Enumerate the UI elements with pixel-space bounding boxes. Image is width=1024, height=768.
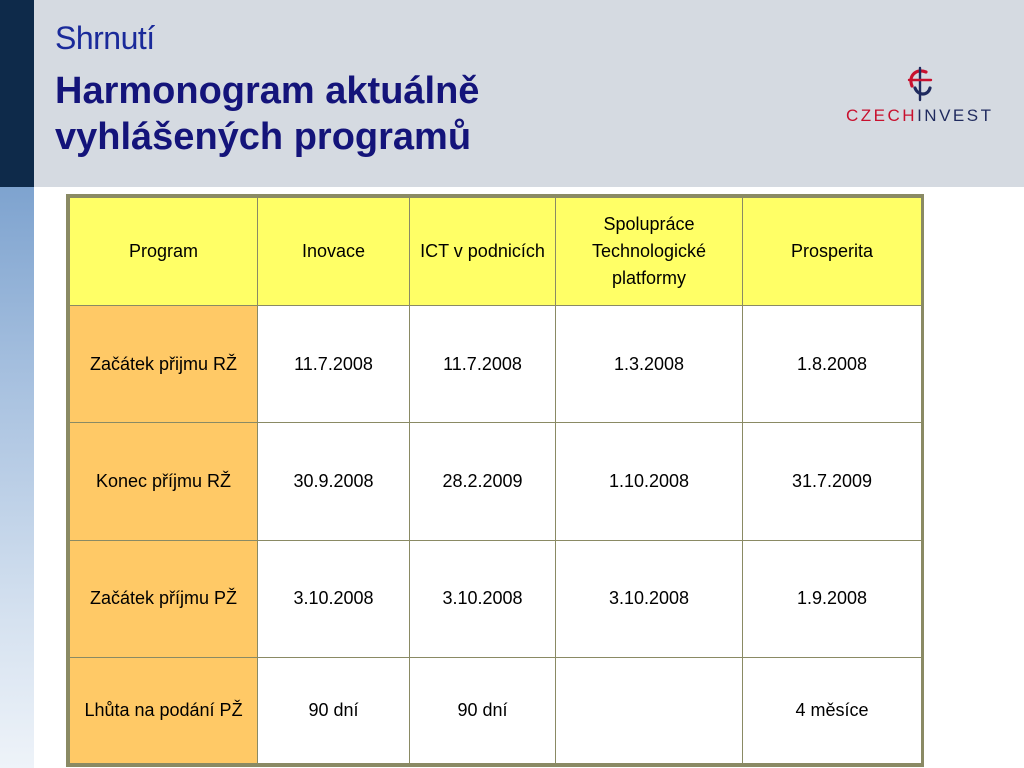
table-row: [70, 540, 922, 657]
czechinvest-logo-mark-icon: [906, 66, 934, 102]
column-header-program: Program: [70, 198, 258, 306]
table-row: [70, 306, 922, 423]
harmonogram-table-frame: [66, 194, 924, 767]
table-cell: 4 měsíce: [743, 657, 922, 763]
column-header-ict: ICT v podnicích: [410, 198, 556, 306]
logo-text-czech: CZECH: [846, 106, 918, 125]
slide-subtitle: Shrnutí: [55, 20, 155, 56]
table-cell: 90 dní: [258, 657, 410, 763]
table-row: [70, 657, 922, 763]
left-accent-bar-light: [0, 187, 34, 768]
czechinvest-logo: [846, 66, 1006, 126]
table-row: [70, 423, 922, 540]
table-cell: 3.10.2008: [410, 540, 556, 657]
table-cell: 1.3.2008: [556, 306, 743, 423]
table-cell: [556, 657, 743, 763]
table-cell: 28.2.2009: [410, 423, 556, 540]
table-cell: 90 dní: [410, 657, 556, 763]
column-header-spoluprace: Spolupráce Technologické platformy: [556, 198, 743, 306]
table-header-row: [70, 198, 922, 306]
table-cell: 11.7.2008: [258, 306, 410, 423]
logo-text-invest: INVEST: [917, 106, 994, 125]
row-label: Začátek přijmu RŽ: [70, 306, 258, 423]
table-cell: 31.7.2009: [743, 423, 922, 540]
logo-wordmark: [846, 106, 993, 126]
column-header-inovace: Inovace: [258, 198, 410, 306]
table-cell: 30.9.2008: [258, 423, 410, 540]
row-label: Lhůta na podání PŽ: [70, 657, 258, 763]
table-cell: 3.10.2008: [258, 540, 410, 657]
harmonogram-table: [69, 197, 922, 764]
column-header-prosperita: Prosperita: [743, 198, 922, 306]
table-cell: 1.9.2008: [743, 540, 922, 657]
row-label: Začátek příjmu PŽ: [70, 540, 258, 657]
table-cell: 11.7.2008: [410, 306, 556, 423]
row-label: Konec příjmu RŽ: [70, 423, 258, 540]
left-accent-bar-dark: [0, 0, 34, 187]
table-cell: 3.10.2008: [556, 540, 743, 657]
table-cell: 1.10.2008: [556, 423, 743, 540]
table-cell: 1.8.2008: [743, 306, 922, 423]
slide-title: Harmonogram aktuálně vyhlášených programů: [55, 70, 480, 158]
